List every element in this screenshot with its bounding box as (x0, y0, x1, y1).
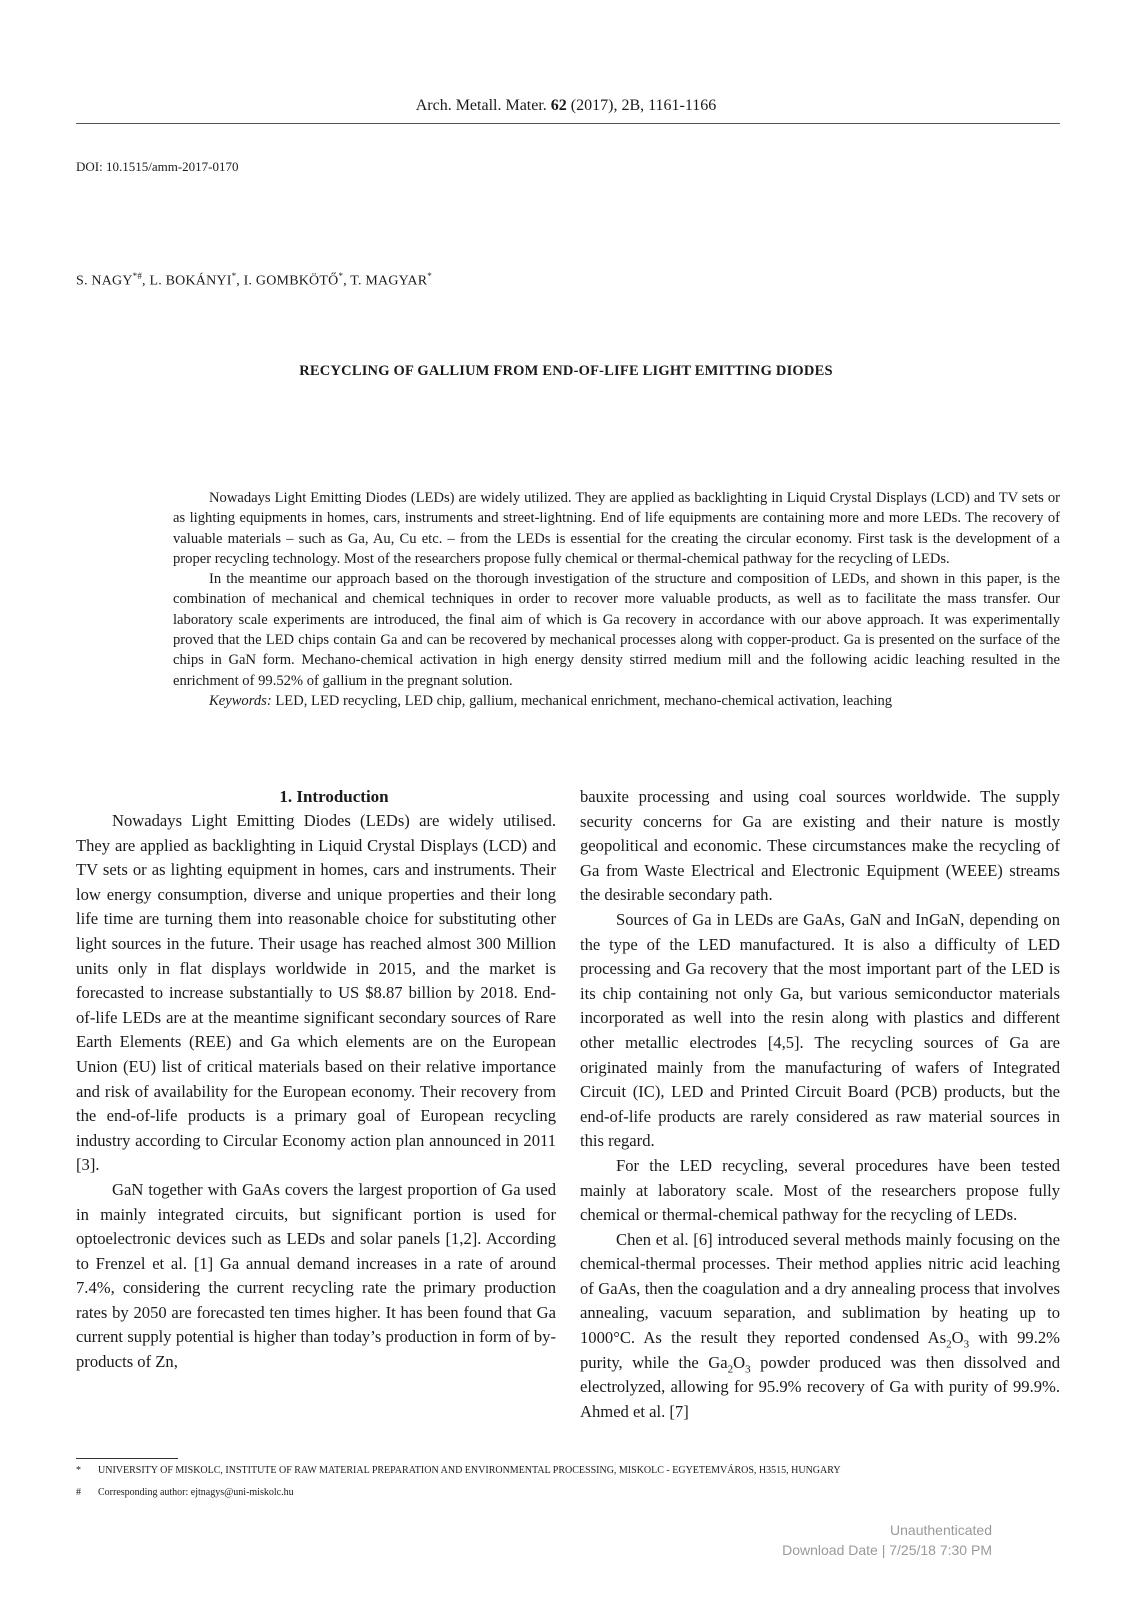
text-run: O (951, 1328, 964, 1348)
subscript: 2 (946, 1338, 952, 1351)
body-paragraph (580, 1228, 1060, 1425)
abstract-paragraph: In the meantime our approach based on the thorough investigation of the structure and composition of LEDs, and shown in this paper, is the combination of mechanical and chemical techniques in order to recover more valuable products, as well as to facilitate the mass transfer. Our laboratory scale experiments are introduced, the final aim of which is Ga recovery in accordance with our above approach. It was experimentally proved that the LED chips contain Ga and can be recovered by mechanical processes along with copper-product. Ga is presented on the surface of the chips in GaN form. Mechano-chemical activation in high energy density stirred medium mill and the following acidic leaching resulted in the enrichment of 99.52% of gallium in the pregnant solution. (173, 571, 1060, 689)
body-paragraph: bauxite processing and using coal sources worldwide. The supply security concerns for Ga are existing and their nature is mostly geopolitical and economic. These circumstances make the recycling of Ga from Waste Electrical and Electronic Equipment (WEEE) streams the desirable secondary path. (580, 787, 1060, 905)
footnote-affiliation (76, 1464, 1060, 1478)
text-run: O (733, 1352, 746, 1372)
header-divider (76, 123, 1060, 124)
text-run: powder produced was then dissolved and electrolyzed, allowing for 95.9% recovery of Ga with purity of 99.9%. Ahmed et al. [7] (580, 1352, 1060, 1421)
footnote-text[interactable]: Corresponding author: ejtnagys@uni-miskolc.hu (98, 1487, 294, 1498)
keywords-list: LED, LED recycling, LED chip, gallium, mechanical enrichment, mechano-chemical activation, leaching (275, 692, 893, 709)
author: T. MAGYAR (350, 273, 428, 289)
subscript: 3 (745, 1362, 751, 1375)
subscript: 2 (727, 1362, 734, 1375)
journal-header (0, 95, 1132, 117)
author: S. NAGY (76, 273, 133, 289)
footnote-divider (76, 1458, 178, 1459)
author-mark: * (231, 271, 237, 281)
left-column (76, 785, 556, 1375)
abstract-paragraph: Nowadays Light Emitting Diodes (LEDs) are widely utilized. They are applied as backlighting in Liquid Crystal Displays (LCD) and TV sets or as lighting equipments in homes, cars, instruments and street-lightning. End of life equipments are containing more and more LEDs. The recovery of valuable materials – such as Ga, Au, Cu etc. – from the LEDs is essential for the creating the circular economy. First task is the development of a proper recycling technology. Most of the researchers propose fully chemical or thermal-chemical pathway for the recycling of LEDs. (173, 490, 1060, 567)
journal-volume: 62 (550, 97, 567, 114)
author-mark: * (427, 271, 432, 281)
watermark-line: Download Date | 7/25/18 7:30 PM (782, 1542, 992, 1558)
author: I. GOMBKÖTŐ (243, 273, 339, 289)
keywords-label: Keywords: (209, 692, 272, 709)
author-mark: * (338, 271, 344, 281)
body-paragraph: Sources of Ga in LEDs are GaAs, GaN and InGaN, depending on the type of the LED manufactured. It is also a difficulty of LED processing and Ga recovery that the most important part of the LED is its chip containing not only Ga, but various semiconductor materials incorporated as well into the resin along with plastics and different other metallic electrodes [4,5]. The recycling sources of Ga are originated mainly from the manufacturing of wafers of Integrated Circuit (IC), LED and Printed Circuit Board (PCB) products, but the end-of-life products are rarely considered as raw material sources in this regard. (580, 909, 1060, 1151)
section-heading: 1. Introduction (279, 787, 389, 806)
body-paragraph: For the LED recycling, several procedures have been tested mainly at laboratory scale. Most of the researchers propose fully chemical or thermal-chemical pathway for the recycling of LEDs. (580, 1155, 1060, 1225)
journal-name: Arch. Metall. Mater. (415, 97, 547, 114)
footnote-text: UNIVERSITY OF MISKOLC, INSTITUTE OF RAW MATERIAL PREPARATION AND ENVIRONMENTAL PROCESSING, MISKOLC - EGYETEMVÁROS, H3515, HUNGARY (98, 1465, 841, 1476)
paper-title: RECYCLING OF GALLIUM FROM END-OF-LIFE LIGHT EMITTING DIODES (299, 363, 833, 379)
text-run: Chen et al. [6] introduced several methods mainly focusing on the chemical-thermal processes. Their method applies nitric acid leaching of GaAs, then the coagulation and a dry annealing process that involves annealing, vacuum separation, and sublimation by heating up to 1000°C. As the result they reported condensed As (580, 1229, 1060, 1348)
watermark-line: Unauthenticated (890, 1522, 992, 1538)
journal-issue-pages: (2017), 2B, 1161-1166 (570, 97, 717, 114)
text-run: with 99.2% purity, while the Ga (580, 1328, 1060, 1372)
footnote-mark: * (76, 1465, 81, 1476)
author-mark: *# (132, 271, 143, 281)
abstract (173, 488, 1060, 711)
body-paragraph: GaN together with GaAs covers the largest proportion of Ga used in mainly integrated circuits, but significant portion is used for optoelectronic devices such as LEDs and solar panels [1,2]. According to Frenzel et al. [1] Ga annual demand increases in a rate of around 7.4%, considering the current recycling rate the primary production rates by 2050 are forecasted ten times higher. It has been found that Ga current supply potential is higher than today’s production in form of by-products of Zn, (76, 1179, 556, 1372)
subscript: 3 (963, 1338, 970, 1351)
footnote-mark: # (76, 1487, 81, 1498)
right-column (580, 785, 1060, 1424)
doi[interactable]: DOI: 10.1515/amm-2017-0170 (76, 159, 239, 174)
keywords (173, 691, 1060, 711)
footnote-corresponding (76, 1486, 1060, 1500)
author: L. BOKÁNYI (149, 273, 232, 289)
author-list: S. NAGY*#, L. BOKÁNYI*, I. GOMBKÖTŐ*, T. MAGYAR* (76, 271, 432, 289)
body-paragraph: Nowadays Light Emitting Diodes (LEDs) are widely utilised. They are applied as backlighting in Liquid Crystal Displays (LCD) and TV sets or as lighting equipment in homes, cars and instruments. Their low energy consumption, diverse and unique properties and their long life time are turning them into reasonable choice for substituting other light sources in the future. Their usage has reached almost 300 Million units only in flat displays worldwide in 2015, and the market is forecasted to increase substantially to US $8.87 billion by 2018. End-of-life LEDs are at the meantime significant secondary sources of Rare Earth Elements (REE) and Ga which elements are on the European Union (EU) list of critical materials based on their relative importance and risk of availability for the European economy. Their recovery from the end-of-life products is a primary goal of European recycling industry according to Circular Economy action plan announced in 2011 [3]. (76, 811, 556, 1175)
